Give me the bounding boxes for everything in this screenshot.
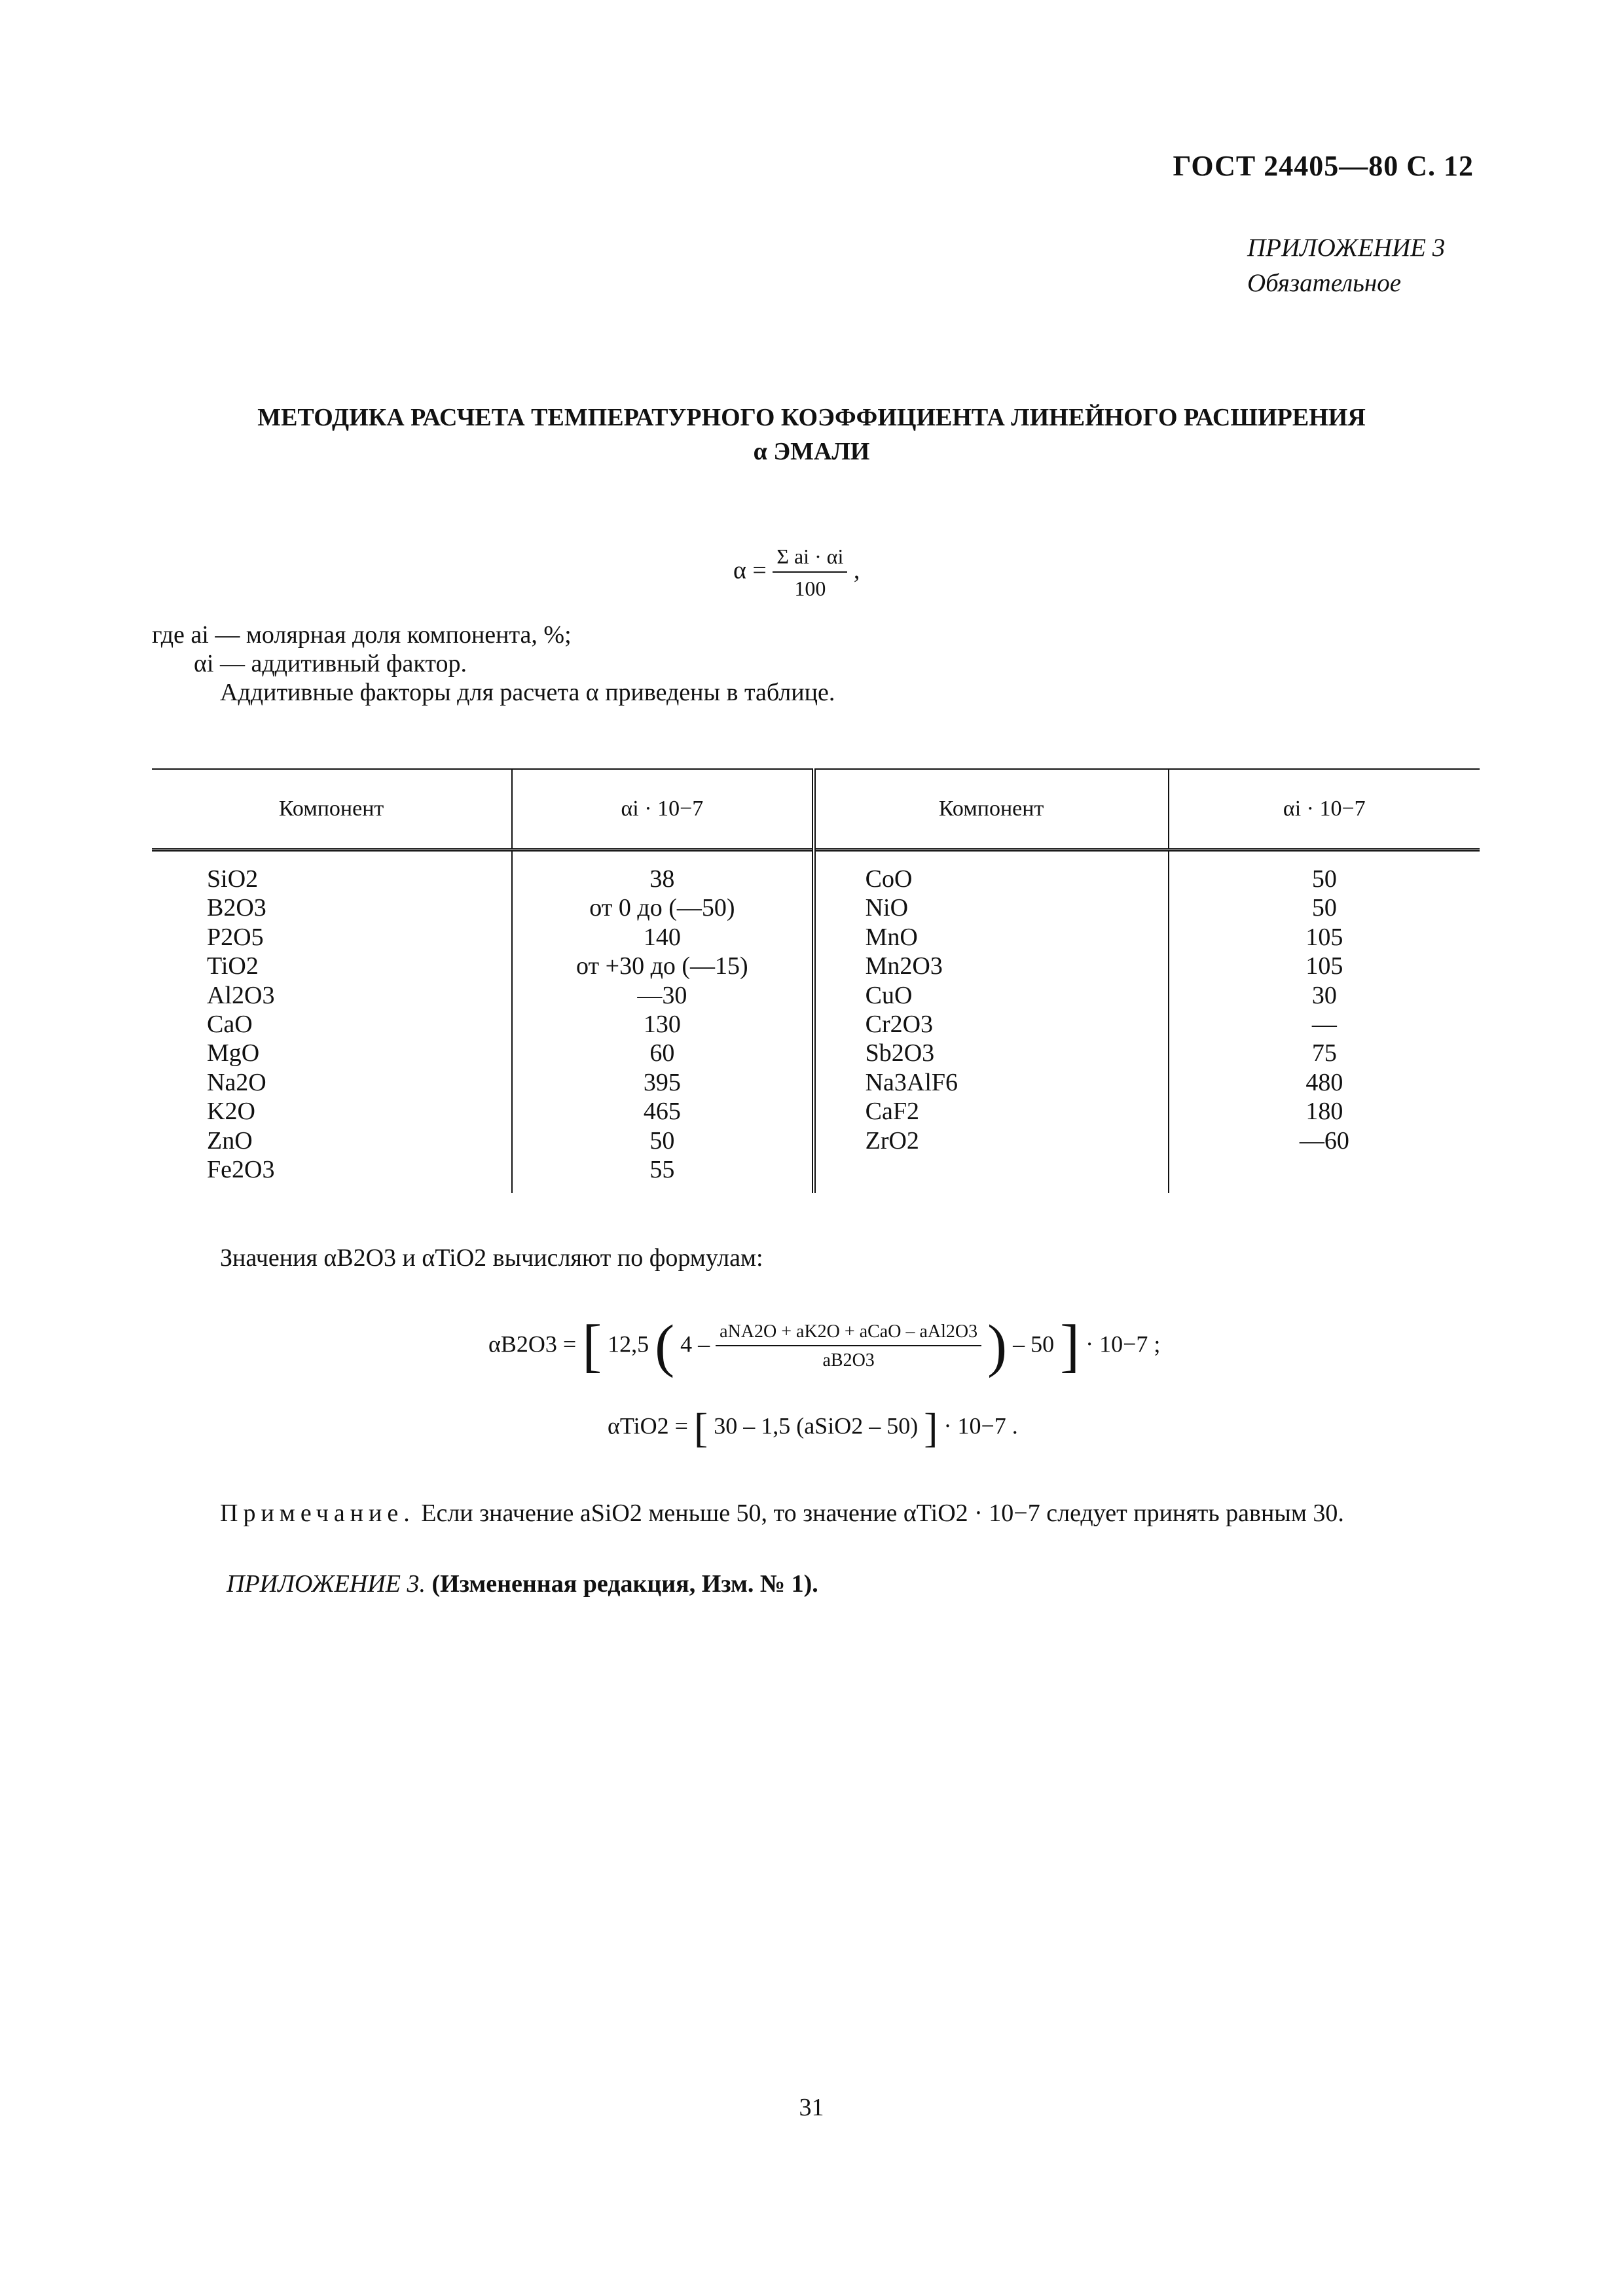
component-cell: Al2O3	[207, 981, 275, 1009]
left-bracket: [	[693, 1405, 708, 1451]
revision-note	[227, 1570, 818, 1598]
component-cell: ZrO2	[865, 1126, 919, 1155]
factor-cell: 180	[1169, 1097, 1480, 1126]
main-formula-tail: ,	[853, 556, 860, 584]
factor-cell: 60	[512, 1039, 813, 1067]
left-paren: (	[655, 1314, 675, 1378]
note-label: Примечание.	[220, 1499, 415, 1527]
table-row	[152, 1155, 1480, 1193]
header-factor-right: αi · 10−7	[1169, 769, 1480, 850]
factor-cell: 50	[1169, 850, 1480, 894]
right-bracket: ]	[1060, 1314, 1080, 1378]
formula-b2o3-denominator: aB2O3	[822, 1350, 875, 1371]
formula-b2o3-fraction	[716, 1321, 981, 1371]
component-cell: Na3AlF6	[865, 1068, 958, 1096]
factor-cell: 50	[1169, 893, 1480, 922]
table-row	[152, 1097, 1480, 1126]
revision-label: ПРИЛОЖЕНИЕ 3.	[227, 1570, 426, 1598]
component-cell: CuO	[865, 981, 913, 1009]
main-formula-lhs: α =	[733, 556, 767, 584]
component-cell: Cr2O3	[865, 1010, 934, 1038]
component-cell: MgO	[207, 1039, 260, 1067]
table-row	[152, 1039, 1480, 1067]
component-cell: Sb2O3	[865, 1039, 935, 1067]
component-cell: CaO	[207, 1010, 253, 1038]
appendix-label: ПРИЛОЖЕНИЕ 3	[1247, 234, 1446, 262]
factor-cell: 55	[512, 1155, 813, 1193]
component-cell: P2O5	[207, 923, 264, 951]
factor-cell: 395	[512, 1068, 813, 1097]
component-cell: NiO	[865, 894, 909, 922]
formula-b2o3-tail: – 50	[1013, 1331, 1055, 1357]
component-cell: CaF2	[865, 1098, 919, 1126]
page-title	[0, 401, 1623, 469]
additive-factors-table	[152, 768, 1480, 1193]
factor-cell: 30	[1169, 981, 1480, 1010]
component-cell: B2O3	[207, 894, 266, 922]
appendix-block	[1247, 230, 1445, 301]
component-cell: SiO2	[207, 865, 259, 893]
factor-cell: 75	[1169, 1039, 1480, 1067]
table-row	[152, 850, 1480, 894]
factor-cell: 130	[512, 1010, 813, 1039]
formula-tio2-body: 30 – 1,5 (aSiO2 – 50)	[714, 1412, 919, 1439]
component-cell: Mn2O3	[865, 952, 943, 980]
main-formula-numerator: Σ ai · αi	[773, 545, 847, 573]
definitions	[152, 620, 835, 707]
note-text: Если значение aSiO2 меньше 50, то значение αTiO2 · 10−7 следует принять равным 30.	[421, 1499, 1344, 1527]
title-line-2: α ЭМАЛИ	[753, 438, 870, 465]
component-cell: TiO2	[207, 952, 259, 980]
table-row	[152, 952, 1480, 980]
main-formula	[733, 545, 860, 601]
table-row	[152, 1068, 1480, 1097]
table-row	[152, 1126, 1480, 1155]
component-cell: ZnO	[207, 1126, 253, 1155]
table-row	[152, 1010, 1480, 1039]
factor-cell: от +30 до (—15)	[512, 952, 813, 980]
component-cell: K2O	[207, 1098, 255, 1126]
formula-b2o3-coef: 12,5	[608, 1331, 649, 1357]
revision-text: (Измененная редакция, Изм. № 1).	[431, 1570, 818, 1598]
left-bracket: [	[582, 1314, 602, 1378]
factor-cell: 105	[1169, 952, 1480, 980]
formula-tio2	[608, 1407, 1018, 1449]
factor-cell: 50	[512, 1126, 813, 1155]
factor-cell: 38	[512, 850, 813, 894]
factor-cell: 105	[1169, 923, 1480, 952]
table-row	[152, 981, 1480, 1010]
factor-cell	[1169, 1155, 1480, 1193]
factor-cell: —	[1169, 1010, 1480, 1039]
header-factor-left: αi · 10−7	[512, 769, 813, 850]
factor-cell: от 0 до (—50)	[512, 893, 813, 922]
factor-cell: —30	[512, 981, 813, 1010]
formulas-intro: Значения αB2O3 и αTiO2 вычисляют по формулам:	[220, 1244, 763, 1272]
table-header-row	[152, 769, 1480, 850]
right-bracket: ]	[924, 1405, 938, 1451]
definitions-intro: Аддитивные факторы для расчета α приведены в таблице.	[220, 679, 835, 706]
formula-b2o3-mult: · 10−7 ;	[1085, 1331, 1161, 1357]
table-row	[152, 923, 1480, 952]
main-formula-denominator: 100	[794, 577, 826, 600]
header-component-right: Компонент	[814, 769, 1169, 850]
factor-cell: —60	[1169, 1126, 1480, 1155]
main-formula-fraction	[773, 545, 847, 601]
definition-alpha: αi — аддитивный фактор.	[194, 650, 467, 677]
note	[220, 1499, 1344, 1528]
page-number: 31	[799, 2094, 824, 2121]
component-cell: CoO	[865, 865, 913, 893]
component-cell: MnO	[865, 923, 918, 951]
header-component-left: Компонент	[152, 769, 512, 850]
formula-b2o3-numerator: aNA2O + aK2O + aCaO – aAl2O3	[716, 1321, 981, 1346]
formula-b2o3	[488, 1314, 1161, 1378]
formula-b2o3-lhs: αB2O3 =	[488, 1331, 577, 1357]
formula-tio2-lhs: αTiO2 =	[608, 1412, 688, 1439]
appendix-status: Обязательное	[1247, 269, 1402, 297]
definition-ai: где ai — молярная доля компонента, %;	[152, 621, 572, 649]
component-cell	[814, 1155, 1169, 1193]
component-cell: Na2O	[207, 1068, 266, 1096]
factor-cell: 480	[1169, 1068, 1480, 1097]
factor-cell: 465	[512, 1097, 813, 1126]
document-code: ГОСТ 24405—80 С. 12	[1173, 150, 1474, 182]
factor-cell: 140	[512, 923, 813, 952]
title-line-1: МЕТОДИКА РАСЧЕТА ТЕМПЕРАТУРНОГО КОЭФФИЦИЕНТА ЛИНЕЙНОГО РАСШИРЕНИЯ	[257, 404, 1366, 431]
formula-b2o3-four: 4 –	[680, 1331, 710, 1357]
formula-tio2-mult: · 10−7 .	[943, 1412, 1018, 1439]
component-cell: Fe2O3	[207, 1155, 275, 1183]
table-row	[152, 893, 1480, 922]
right-paren: )	[987, 1314, 1008, 1378]
